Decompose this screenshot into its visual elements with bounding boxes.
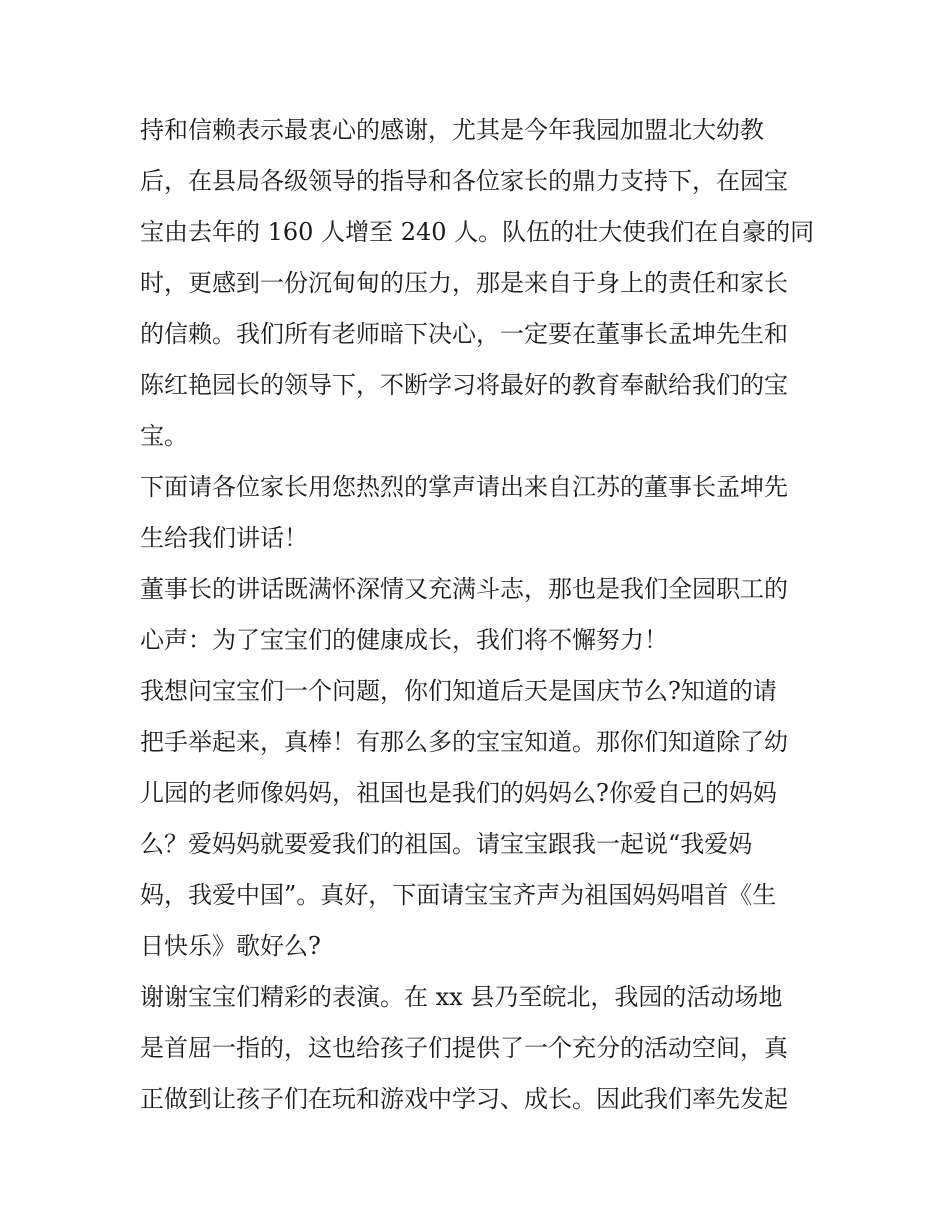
text-line: 下面请各位家长用您热烈的掌声请出来自江苏的董事长孟坤先	[140, 473, 788, 501]
text-line: 时，更感到一份沉甸甸的压力，那是来自于身上的责任和家长	[140, 269, 788, 297]
text-line: 心声：为了宝宝们的健康成长，我们将不懈努力！	[140, 626, 668, 654]
text-line: 后，在县局各级领导的指导和各位家长的鼎力支持下，在园宝	[140, 167, 788, 195]
text-line: 宝由去年的 160 人增至 240 人。队伍的壮大使我们在自豪的同	[140, 218, 815, 246]
text-line: 我想问宝宝们一个问题，你们知道后天是国庆节么?知道的请	[140, 677, 777, 705]
document-body	[140, 105, 815, 1125]
text-line: 宝。	[140, 422, 188, 450]
text-line: 么？爱妈妈就要爱我们的祖国。请宝宝跟我一起说“我爱妈	[140, 830, 753, 858]
text-line: 儿园的老师像妈妈，祖国也是我们的妈妈么?你爱自己的妈妈	[140, 779, 777, 807]
text-line: 是首屈一指的，这也给孩子们提供了一个充分的活动空间，真	[140, 1034, 788, 1062]
text-line: 妈，我爱中国”。真好，下面请宝宝齐声为祖国妈妈唱首《生	[140, 881, 777, 909]
text-line: 持和信赖表示最衷心的感谢，尤其是今年我园加盟北大幼教	[140, 116, 764, 144]
text-line: 生给我们讲话！	[140, 524, 308, 552]
text-line: 陈红艳园长的领导下，不断学习将最好的教育奉献给我们的宝	[140, 371, 788, 399]
text-line: 的信赖。我们所有老师暗下决心，一定要在董事长孟坤先生和	[140, 320, 788, 348]
text-line: 把手举起来，真棒！有那么多的宝宝知道。那你们知道除了幼	[140, 728, 788, 756]
text-line: 谢谢宝宝们精彩的表演。在 xx 县乃至皖北，我园的活动场地	[140, 983, 783, 1011]
text-line: 正做到让孩子们在玩和游戏中学习、成长。因此我们率先发起	[140, 1085, 788, 1113]
text-line: 董事长的讲话既满怀深情又充满斗志，那也是我们全园职工的	[140, 575, 788, 603]
text-line: 日快乐》歌好么?	[140, 932, 321, 960]
